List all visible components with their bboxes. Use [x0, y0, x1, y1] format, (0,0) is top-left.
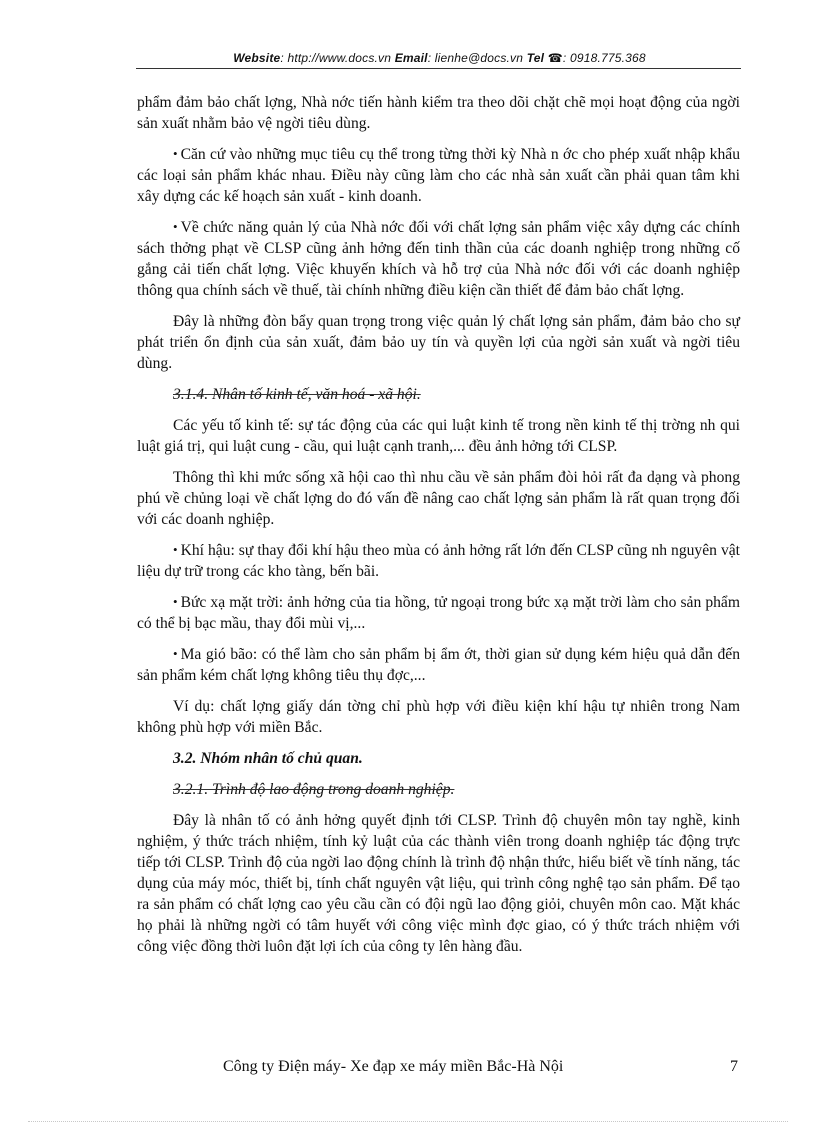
website-label: Website: [233, 51, 281, 65]
subsection-heading: [137, 779, 740, 800]
bullet-icon: •: [173, 542, 178, 557]
bullet-paragraph: [137, 592, 740, 634]
section-heading: 3.2. Nhóm nhân tố chủ quan.: [173, 750, 363, 767]
paragraph: Đây là những đòn bẩy quan trọng trong việc quản lý chất lợng sản phẩm, đảm bảo cho sự phát triển ổn định của sản xuất, đảm bảo uy tín và quyền lợi của ngời sản xuất và ngời tiêu dùng.: [137, 313, 740, 372]
bullet-icon: •: [173, 219, 178, 234]
document-body: [137, 92, 740, 967]
paragraph: Các yếu tố kinh tế: sự tác động của các qui luật kinh tế trong nền kinh tế thị trờng nh qui luật giá trị, qui luật cung - cầu, qui luật cạnh tranh,... đều ảnh hởng tới CLSP.: [137, 417, 740, 455]
paragraph-text: Bức xạ mặt trời: ảnh hởng của tia hồng, tử ngoại trong bức xạ mặt trời làm cho sản phẩm có thể bị bạc mầu, thay đổi mùi vị,...: [137, 594, 740, 632]
tel-value: : 0918.775.368: [562, 51, 646, 65]
paragraph-text: Về chức năng quản lý của Nhà nớc đối với chất lợng sản phẩm việc xây dựng các chính sách thởng phạt về CLSP cũng ảnh hởng đến tinh thần của các doanh nghiệp trong những cố gắng cải tiến chất lợng. Việc khuyến khích và hỗ trợ của Nhà nớc đối với các doanh nghiệp thông qua chính sách về thuế, tài chính những điều kiện cần thiết để đảm bảo chất lợng.: [137, 219, 740, 299]
bullet-paragraph: [137, 644, 740, 686]
email-value: : lienhe@docs.vn: [427, 51, 524, 65]
subsection-heading: [137, 384, 740, 405]
bullet-icon: •: [173, 146, 178, 161]
bullet-paragraph: [137, 144, 740, 207]
page-bottom-border: [28, 1121, 788, 1122]
bullet-paragraph: [137, 217, 740, 301]
paragraph-text: Ma gió bão: có thể làm cho sản phẩm bị ẩm ớt, thời gian sử dụng kém hiệu quả dẫn đến sản phẩm kém chất lợng không tiêu thụ đợc,...: [137, 646, 740, 684]
subsection-heading-text: 3.2.1. Trình độ lao động trong doanh nghiệp.: [173, 781, 455, 798]
bullet-icon: •: [173, 646, 178, 661]
page-number: 7: [730, 1058, 738, 1075]
paragraph-text: Khí hậu: sự thay đổi khí hậu theo mùa có ảnh hởng rất lớn đến CLSP cũng nh nguyên vật liệu dự trữ trong các kho tàng, bến bãi.: [137, 542, 740, 580]
paragraph: Thông thì khi mức sống xã hội cao thì nhu cầu về sản phẩm đòi hỏi rất đa dạng và phong phú về chủng loại về chất lợng do đó vấn đề nâng cao chất lợng sản phẩm là rất quan trọng đối với các doanh nghiệp.: [137, 469, 740, 528]
bullet-icon: •: [173, 594, 178, 609]
header-divider: [136, 68, 741, 69]
bullet-paragraph: [137, 540, 740, 582]
phone-icon: ☎: [547, 51, 563, 65]
website-value: : http://www.docs.vn: [280, 51, 392, 65]
paragraph-text: Căn cứ vào những mục tiêu cụ thể trong từng thời kỳ Nhà n ớc cho phép xuất nhập khẩu các loại sản phẩm khác nhau. Điều này cũng làm cho các nhà sản xuất cần phải quan tâm khi xây dựng các kế hoạch sản xuất - kinh doanh.: [137, 146, 740, 205]
paragraph: Ví dụ: chất lợng giấy dán tờng chỉ phù hợp với điều kiện khí hậu tự nhiên trong Nam không phù hợp với miền Bắc.: [137, 698, 740, 736]
tel-label: Tel: [526, 51, 545, 65]
email-label: Email: [394, 51, 428, 65]
paragraph: Đây là nhân tố có ảnh hởng quyết định tới CLSP. Trình độ chuyên môn tay nghề, kinh nghiệm, ý thức trách nhiệm, tính kỷ luật của các thành viên trong doanh nghiệp tác động trực tiếp tới CLSP. Trình độ của ngời lao động chính là trình độ nhận thức, hiểu biết về tính năng, tác dụng của máy móc, thiết bị, tính chất nguyên vật liệu, qui trình công nghệ tạo sản phẩm. Để tạo ra sản phẩm có chất lợng cao yêu cầu cần có đội ngũ lao động giỏi, chuyên môn cao. Mặt khác họ phải là những ngời có tâm huyết với công việc mình đợc giao, có ý thức trách nhiệm với công việc đồng thời luôn đặt lợi ích của công ty lên hàng đầu.: [137, 812, 740, 955]
paragraph: phẩm đảm bảo chất lợng, Nhà nớc tiến hành kiểm tra theo dõi chặt chẽ mọi hoạt động của ngời sản xuất nhằm bảo vệ ngời tiêu dùng.: [137, 94, 740, 132]
footer-company: Công ty Điện máy- Xe đạp xe máy miền Bắc-Hà Nội: [223, 1058, 564, 1075]
subsection-heading-text: 3.1.4. Nhân tố kinh tế, văn hoá - xã hội.: [173, 386, 421, 403]
page-header: [138, 51, 741, 65]
